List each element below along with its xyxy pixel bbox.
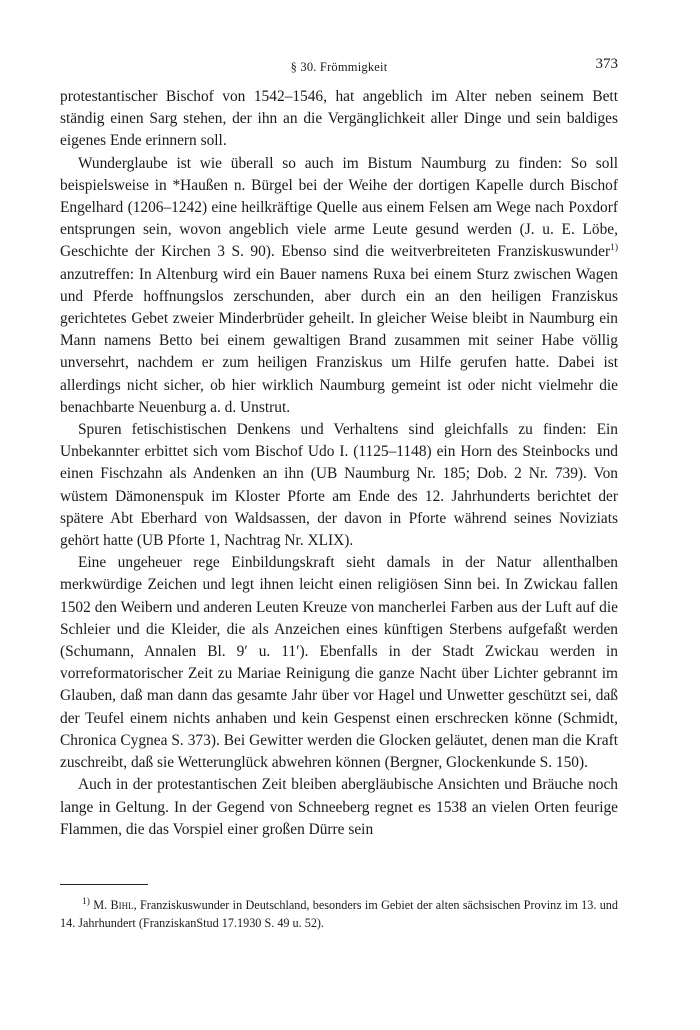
footnote-marker: 1) bbox=[82, 896, 90, 907]
paragraph bbox=[60, 153, 618, 419]
paragraph: protestantischer Bischof von 1542–1546, hat angeblich im Alter neben seinem Bett ständig einen Sarg stehen, der ihn an die Vergänglichkeit aller Dinge und sein baldiges eigenes Ende erinnern soll. bbox=[60, 88, 618, 150]
paragraph-text: anzutreffen: In Altenburg wird ein Bauer namens Ruxa bei einem Sturz zwischen Wagen und Pferde hoffnungslos zerschunden, aber durch ein an den heiligen Franziskus gerichtetes Gebet zweier Minderbrüder geheilt. In gleicher Weise bleibt in Naumburg ein Mann namens Betto bei einem gewaltigen Brand zusammen mit seiner Habe völlig unversehrt, nachdem er zum heiligen Franziskus um Hilfe gerufen hatte. Dabei ist allerdings nicht sicher, ob hier wirklich Naumburg gemeint ist oder nicht vielmehr die benachbarte Neuenburg a. d. Unstrut. bbox=[60, 265, 618, 416]
footnote-reference: 1) bbox=[610, 243, 618, 254]
body-text bbox=[60, 86, 618, 841]
paragraph: Spuren fetischistischen Denkens und Verhaltens sind gleichfalls zu finden: Ein Unbekannter erbittet sich vom Bischof Udo I. (1125–1148) ein Horn des Steinbocks und einen Fischzahn als Andenken an ihn (UB Naumburg Nr. 185; Dob. 2 Nr. 739). Von wüstem Dämonenspuk im Kloster Pforte am Ende des 12. Jahrhunderts berichtet der spätere Abt Eberhard von Waldsassen, der davon in Pforte während seines Noviziats gehört hatte (UB Pforte 1, Nachtrag Nr. XLIX). bbox=[60, 421, 618, 550]
page-number: 373 bbox=[595, 56, 618, 72]
paragraph-text: Wunderglaube ist wie überall so auch im Bistum Naumburg zu finden: So soll beispielsweise in *Haußen n. Bürgel bei der Weihe der dortigen Kapelle durch Bischof Engelhard (1206–1242) eine heilkräftige Quelle aus einem Felsen am Wege nach Poxdorf entsprungen sein, wovon angeblich viele arme Leute gesund werden (J. u. E. Löbe, Geschichte der Kirchen 3 S. 90). Ebenso sind die weitverbreiteten Franziskuswunder bbox=[60, 154, 618, 261]
footnote-author: M. Bihl bbox=[93, 898, 134, 912]
paragraph: Auch in der protestantischen Zeit bleiben abergläubische Ansichten und Bräuche noch lange in Geltung. In der Gegend von Schneeberg regnet es 1538 an vielen Orten feurige Flammen, die das Vorspiel einer großen Dürre sein bbox=[60, 776, 618, 838]
footnote-divider bbox=[60, 884, 148, 885]
section-title: § 30. Frömmigkeit bbox=[290, 60, 388, 74]
running-head bbox=[60, 52, 618, 80]
footnote bbox=[60, 896, 618, 932]
paragraph: Eine ungeheuer rege Einbildungskraft sieht damals in der Natur allenthalben merkwürdige Zeichen und legt ihnen leicht einen religiösen Sinn bei. In Zwickau fallen 1502 den Weibern und anderen Leuten Kreuze von mancherlei Farben aus der Luft auf die Schleier und die Kleider, die als Anzeichen eines künftigen Sterbens aufgefaßt werden (Schumann, Annalen Bl. 9′ u. 11′). Ebenfalls in der Stadt Zwickau werden in vorreformatorischer Zeit zu Mariae Reinigung die ganze Nacht über Lichter gebrannt im Glauben, daß man dann das gesamte Jahr über vor Hagel und Unwetter geschützt sei, daß der Teufel einem nichts anhaben und kein Gespenst einen erschrecken könne (Schmidt, Chronica Cygnea S. 373). Bei Gewitter werden die Glocken geläutet, denen man die Kraft zuschreibt, daß sie Wetterunglück abwehren können (Bergner, Glockenkunde S. 150). bbox=[60, 554, 618, 772]
footnote-text: , Franziskuswunder in Deutschland, besonders im Gebiet der alten sächsischen Provinz im 13. und 14. Jahrhundert (FranziskanStud 17.1930 S. 49 u. 52). bbox=[60, 898, 618, 930]
page bbox=[60, 52, 618, 841]
